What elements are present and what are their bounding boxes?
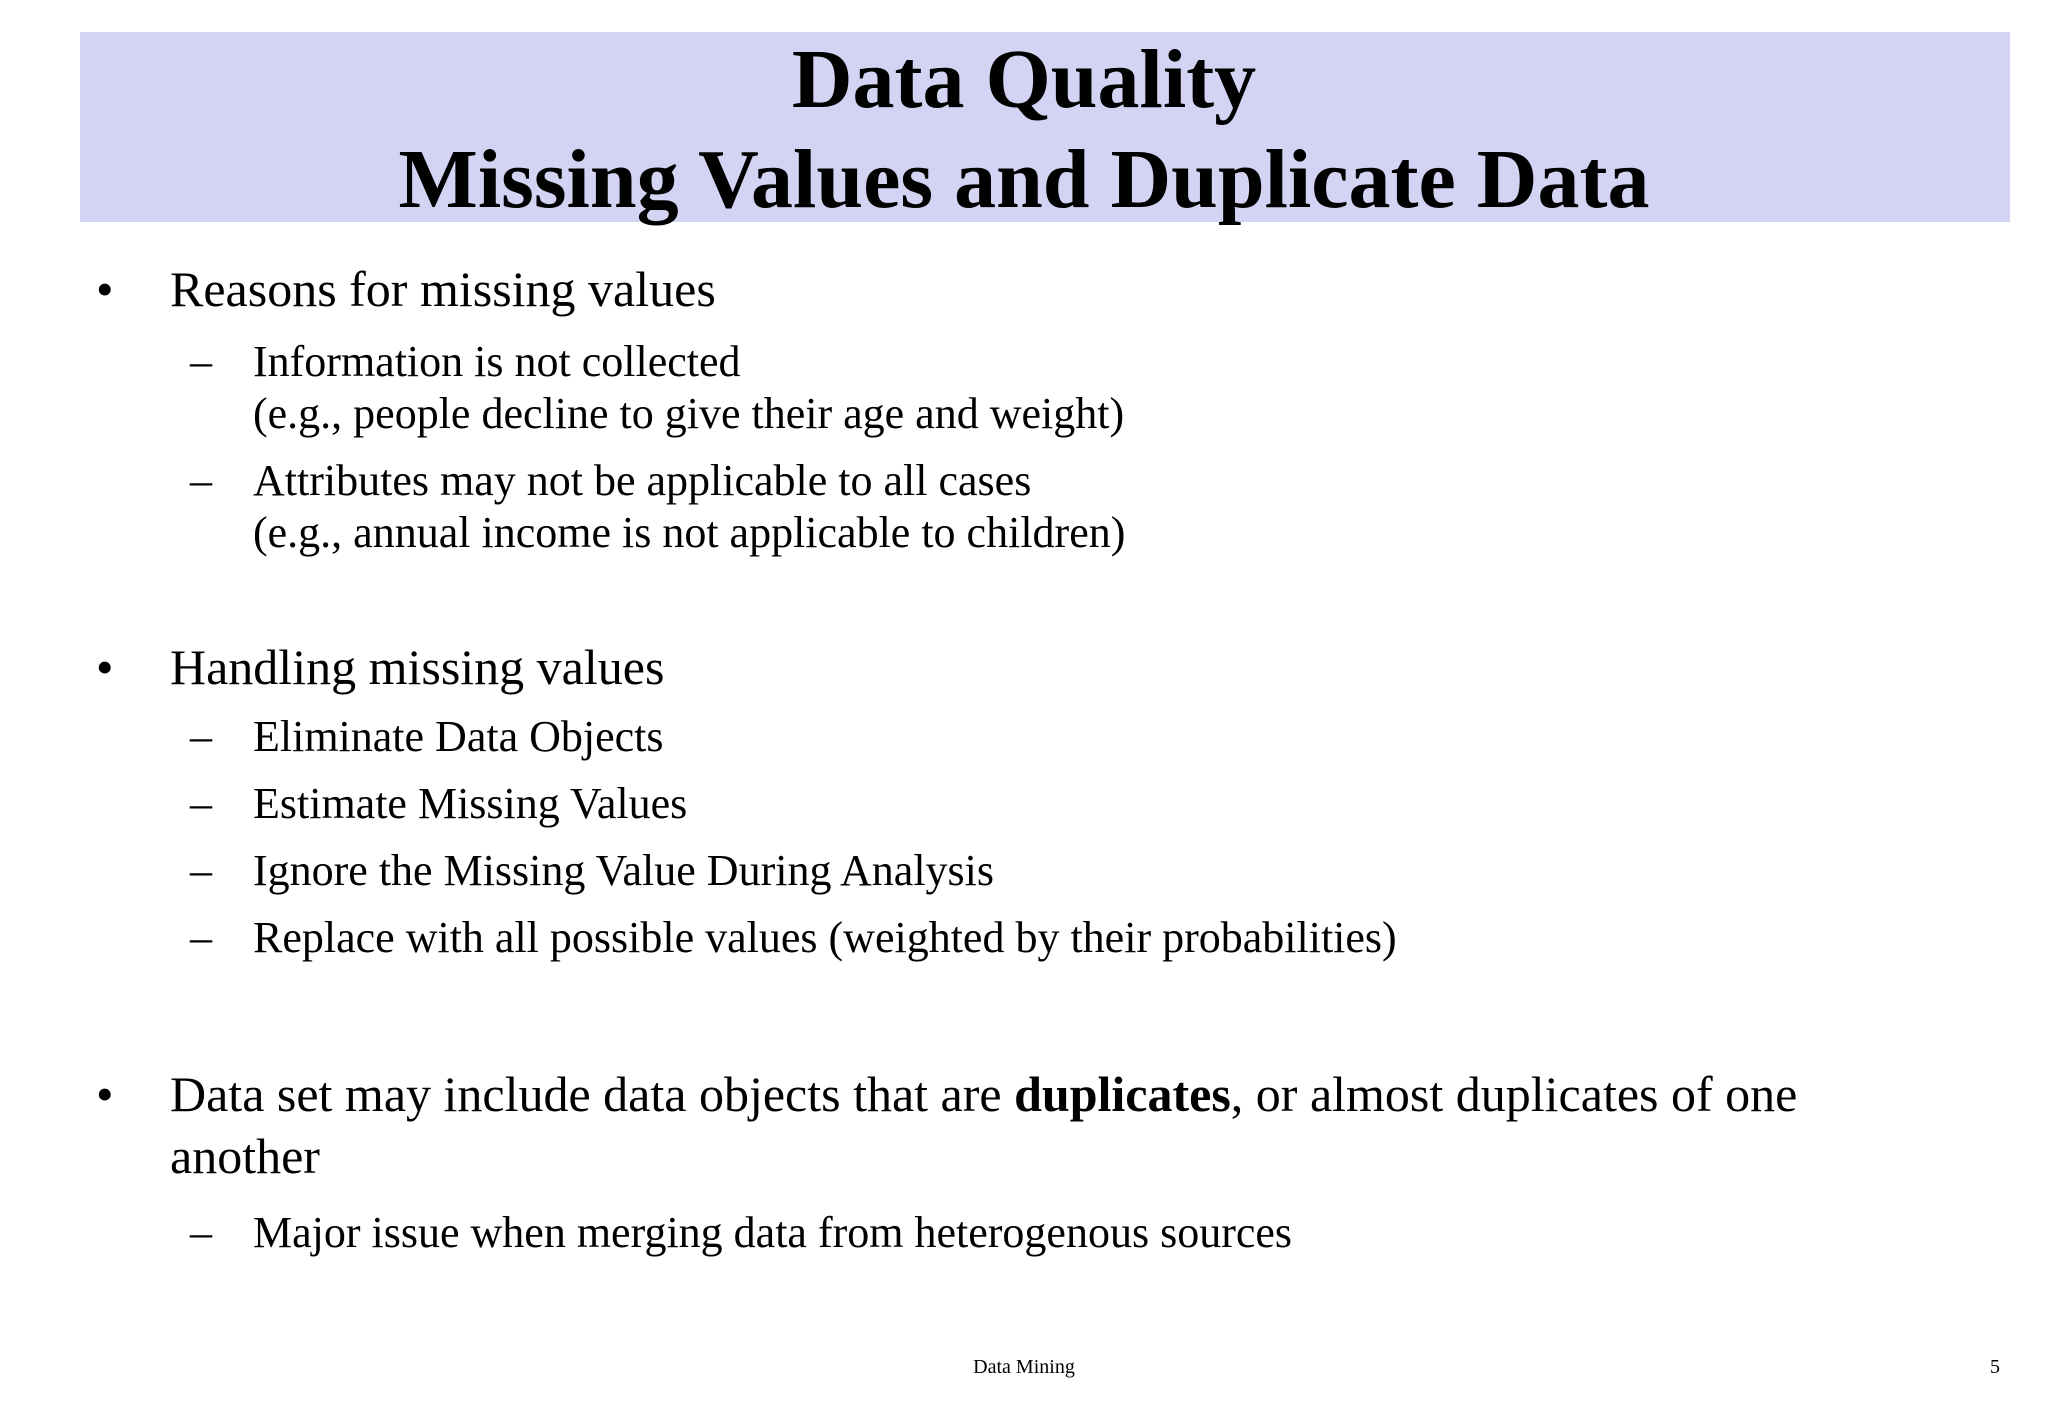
dash-icon: – [190,712,212,761]
bullet-text: Data set may include data objects that are [170,1066,1015,1122]
dash-icon: – [190,779,212,828]
dash-icon: – [190,337,212,386]
bullet-text: another [170,1128,320,1184]
subitem-line: (e.g., annual income is not applicable to children) [253,508,1126,557]
subitem-line: Estimate Missing Values [253,779,688,828]
subitem-line: Ignore the Missing Value During Analysis [253,846,995,895]
bullet-text: Reasons for missing values [170,261,716,317]
subitem-line: Attributes may not be applicable to all cases [253,456,1032,505]
bullet-text: Handling missing values [170,639,665,695]
bullet-icon: • [96,261,114,317]
bullet-icon: • [96,1066,114,1122]
footer-title: Data Mining [973,1356,1075,1378]
subitem-line: Replace with all possible values (weighted by their probabilities) [253,913,1397,962]
bold-term: duplicates [1014,1066,1231,1122]
bullet-icon: • [96,639,114,695]
dash-icon: – [190,1208,212,1257]
subitem-line: Eliminate Data Objects [253,712,664,761]
subitem-line: Information is not collected [253,337,741,386]
slide-title [0,30,2048,230]
dash-icon: – [190,913,212,962]
dash-icon: – [190,456,212,505]
subitem-line: Major issue when merging data from heterogenous sources [253,1208,1293,1257]
dash-icon: – [190,846,212,895]
bullet-text: , or almost duplicates of one [1230,1066,1798,1122]
title-line-1: Data Quality [791,33,1257,126]
page-number: 5 [1990,1356,2000,1378]
subitem-line: (e.g., people decline to give their age and weight) [253,389,1125,438]
title-line-2: Missing Values and Duplicate Data [398,133,1650,226]
